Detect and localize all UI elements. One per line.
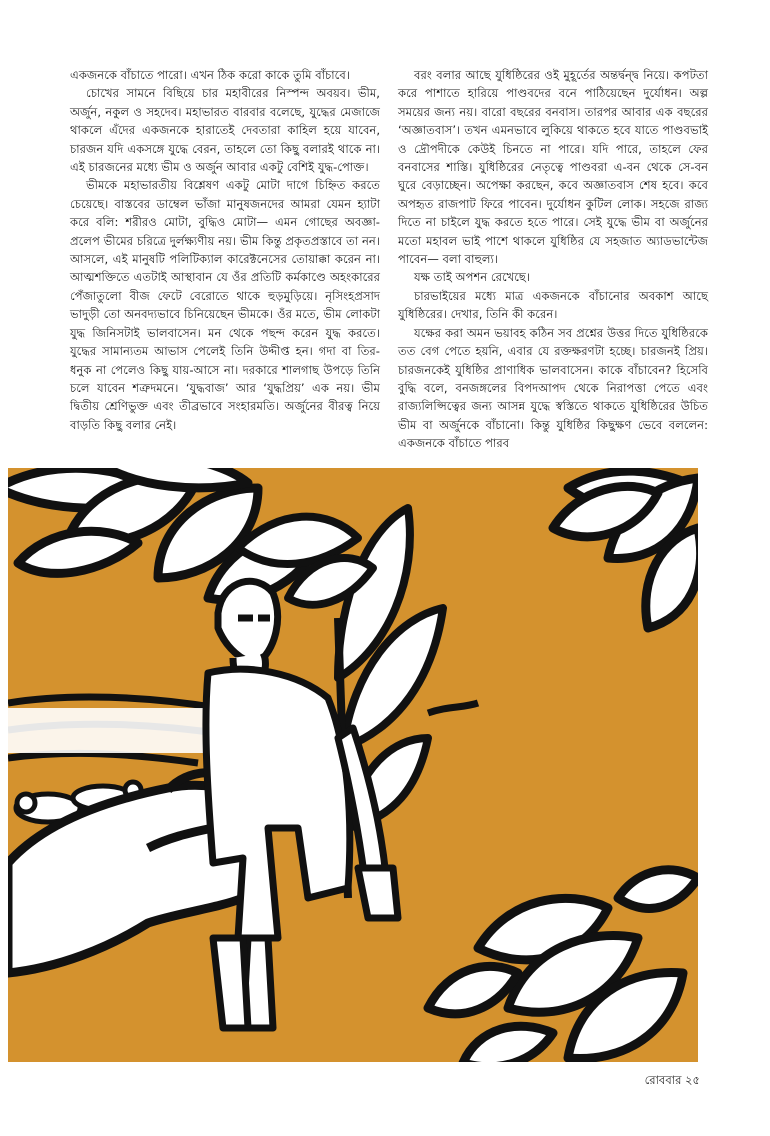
paragraph: ভীমকে মহাভারতীয় বিশ্লেষণ একটু মোটা দাগে চিহ্নিত করতে চেয়েছে। বাস্তবের ডাম্বেল ভাঁজা মানুষজনদের আমরা যেমন হ্যাটা করে বলি: শরীরও মোটা, বুদ্ধিও মোটা— এমন গোছের অবজ্ঞা-প্রলেপ ভীমের চরিত্রে দুর্লক্ষ্যণীয় নয়। ভীম কিন্তু প্রকৃতপ্রস্তাবে তা নন। আসলে, এই মানুষটি পলিটিক্যাল কারেক্টনেসের তোয়াক্কা করেন না। আত্মশক্তিতে এতটাই আস্থাবান যে ওঁর প্রতিটি কর্মকাণ্ডে অহংকারের পেঁজাতুলো বীজ ফেটে বেরোতে থাকে হুড়মুড়িয়ে। নৃসিংহপ্রসাদ ভাদুড়ী তো অনবদ্যভাবে চিনিয়েছেন ভীমকে। ওঁর মতে, ভীম লোকটা যুদ্ধ জিনিসটাই ভালবাসেন। মন থেকে পছন্দ করেন যুদ্ধ করতে। যুদ্ধের সামান্যতম আভাস পেলেই তিনি উদ্দীপ্ত হন। গদা বা তির-ধনুক না পেলেও কিছু যায়-আসে না। দরকারে শালগাছ উপড়ে তিনি চলে যাবেন শত্রুদমনে। ‘যুদ্ধবাজ’ আর ‘যুদ্ধপ্রিয়’ এক নয়। ভীম দ্বিতীয় শ্রেণিভুক্ত এবং তীব্রভাবে সংহারমতি। অর্জুনের বীরত্ব নিয়ে বাড়তি কিছু বলার নেই। [70,178,380,432]
article-left-column [70,66,380,434]
paragraph: চারভাইয়ের মধ্যে মাত্র একজনকে বাঁচানোর অবকাশ আছে যুধিষ্ঠিরের। দেখার, তিনি কী করেন। [398,288,708,322]
paragraph: চোখের সামনে বিছিয়ে চার মহাবীরের নিস্পন্দ অবয়ব। ভীম, অর্জুন, নকুল ও সহদেব। মহাভারত বারবার বলেছে, যুদ্ধের মেজাজে থাকলে এঁদের একজনকে হারাতেই দেবতারা কাহিল হয়ে যাবেন, চারজন যদি একসঙ্গে যুদ্ধে বেরন, তাহলে তো কিছু বলারই থাকে না। এই চারজনের মধ্যে ভীম ও অর্জুন আবার একটু বেশিই যুদ্ধ-পোক্ত। [70,86,380,175]
paragraph: যক্ষ তাই অপশন রেখেছে। [414,270,531,285]
paragraph: বরং বলার আছে যুধিষ্ঠিরের ওই মুহূর্তের অন্তর্দ্বন্দ্ব নিয়ে। কপটতা করে পাশাতে হারিয়ে পাণ্ডবদের বনে পাঠিয়েছেন দুর্যোধন। অল্প সময়ের জন্য নয়। বারো বছরের বনবাস। তারপর আবার এক বছরের ‘অজ্ঞাতবাস’। তখন এমনভাবে লুকিয়ে থাকতে হবে যাতে পাণ্ডবভাই ও দ্রৌপদীকে কেউই চিনতে না পারে। যদি পারে, তাহলে ফের বনবাসের শাস্তি। যুধিষ্ঠিরের নেতৃত্বে পাণ্ডবরা এ-বন থেকে সে-বন ঘুরে বেড়াচ্ছেন। অপেক্ষা করছেন, কবে অজ্ঞাতবাস শেষ হবে। কবে অপহৃত রাজপাট ফিরে পাবেন। দুর্যোধন কুটিল লোক। সহজে রাজ্য দিতে না চাইলে যুদ্ধ করতে হতে পারে। সেই যুদ্ধে ভীম বা অর্জুনের মতো মহাবল ভাই পাশে থাকলে যুধিষ্ঠির যে সহজাত অ্যাডভান্টেজ পাবেন— বলা বাহুল্য। [398,68,708,267]
page-footer: রোববার ২৫ [644,1073,700,1087]
article-right-column [398,66,708,453]
paragraph: একজনকে বাঁচাতে পারো। এখন ঠিক করো কাকে তুমি বাঁচাবে। [70,68,350,82]
paragraph: যক্ষের করা অমন ভয়াবহ কঠিন সব প্রশ্নের উত্তর দিতে যুধিষ্ঠিরকে তত বেগ পেতে হয়নি, এবার যে রক্তক্ষরণটা হচ্ছে। চারজনই প্রিয়। চারজনকেই যুধিষ্ঠির প্রাণাধিক ভালবাসেন। কাকে বাঁচাবেন? হিসেবি বুদ্ধি বলে, বনজঙ্গলের বিপদআপদ থেকে নিরাপত্তা পেতে এবং রাজ্যলিপ্সিত্বের জন্য আসন্ন যুদ্ধে স্বস্তিতে থাকতে যুধিষ্ঠিরের উচিত ভীম বা অর্জুনকে বাঁচানো। কিন্তু যুধিষ্ঠির কিছুক্ষণ ভেবে বললেন: একজনকে বাঁচাতে পারব [398,325,708,451]
yudhishthira-illustration [8,468,698,1062]
